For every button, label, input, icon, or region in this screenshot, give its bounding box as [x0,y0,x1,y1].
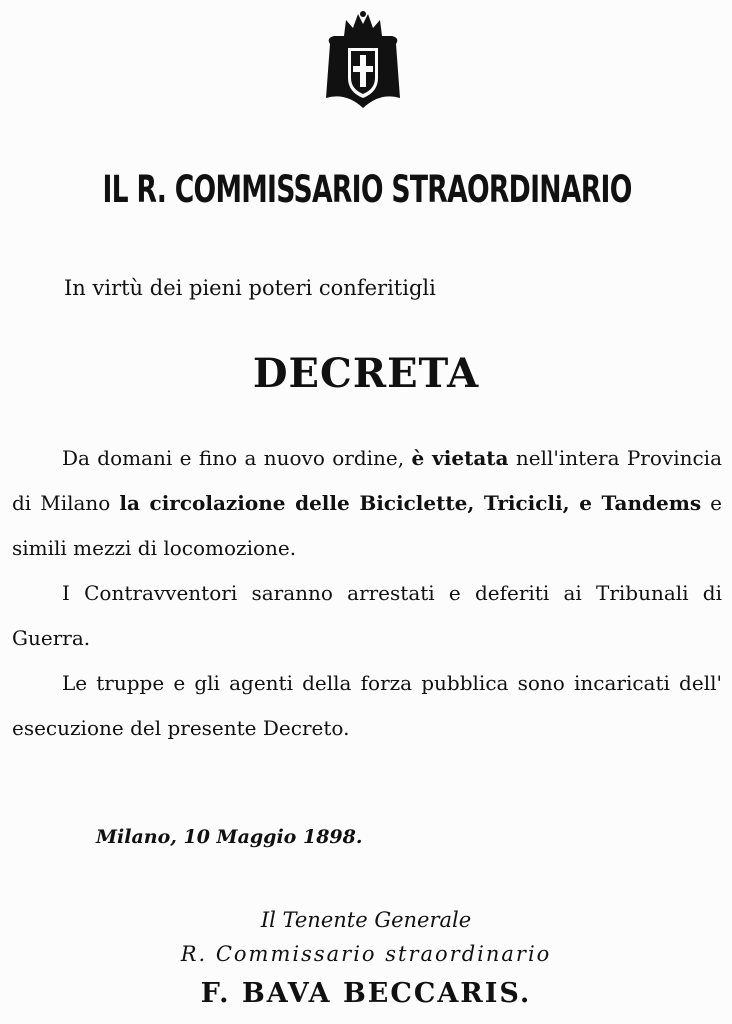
prohibition-emphasis-2: la circolazione delle Biciclette, Tricicli, e Tandems [119,491,702,515]
decreta-heading: DECRETA [252,350,480,397]
paragraph-enforcement: Le truppe e gli agenti della forza pubblica sono incaricati dell' esecuzione del presente Decreto. [12,671,722,740]
date-line: Milano, 10 Maggio 1898. [96,826,363,848]
savoy-crowned-shield-emblem [320,8,406,112]
prohibition-emphasis-1: è vietata [411,446,509,470]
paragraph-penalty: I Contravventori saranno arrestati e deferiti ai Tribunali di Guerra. [12,581,722,650]
prohibition-text-3: e simili mezzi di locomozione. [12,491,722,560]
intro-line: In virtù dei pieni poteri conferitigli [64,276,436,300]
signature-name: F. BAVA BECCARIS. [200,978,532,1009]
decree-title: IL R. COMMISSARIO STRAORDINARIO [102,168,632,211]
prohibition-text-2: nell'intera Provincia di Milano [12,446,723,515]
prohibition-text-1: Da domani e fino a nuovo ordine, [62,446,412,470]
decree-body [12,436,722,751]
signature-office: R. Commissario straordinario [180,942,552,966]
signature-rank: Il Tenente Generale [260,908,472,932]
paragraph-prohibition [12,436,722,571]
